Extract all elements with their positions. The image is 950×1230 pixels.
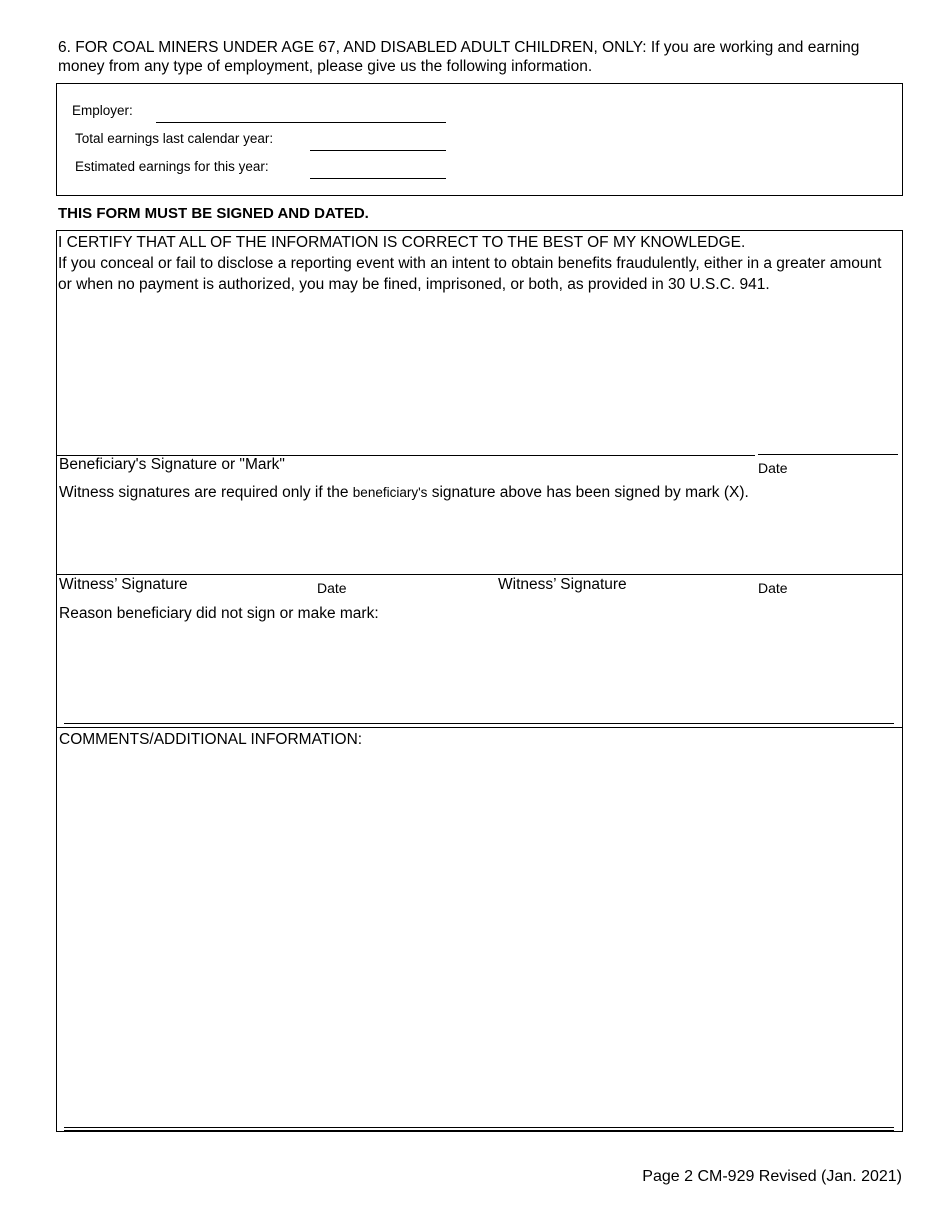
- comments-field[interactable]: [60, 755, 898, 1125]
- section-divider: [57, 727, 902, 728]
- question-6-text: 6. FOR COAL MINERS UNDER AGE 67, AND DISABLED ADULT CHILDREN, ONLY: If you are working and earning money from any type of employment, please give us the following information.: [58, 39, 860, 75]
- witness1-signature-label: Witness’ Signature: [59, 576, 188, 593]
- comments-bottom-line: [64, 1127, 894, 1131]
- witness-note: [59, 484, 899, 502]
- estimated-earnings-field[interactable]: [310, 178, 446, 179]
- certification-text: [58, 232, 888, 295]
- witness2-signature-label: Witness’ Signature: [498, 576, 627, 593]
- witness-note-part1: Witness signatures are required only if the: [59, 484, 349, 501]
- witness1-date-label: Date: [317, 580, 347, 596]
- witness-signature-line[interactable]: [57, 574, 902, 575]
- reason-field-line[interactable]: [64, 723, 894, 724]
- page-footer: Page 2 CM-929 Revised (Jan. 2021): [642, 1168, 902, 1185]
- witness-note-part2: signature above has been signed by mark (X).: [431, 484, 749, 501]
- employer-label: Employer:: [72, 103, 133, 118]
- witness-note-beneficiary: beneficiary's: [352, 485, 428, 500]
- reason-label: Reason beneficiary did not sign or make mark:: [59, 605, 379, 622]
- comments-label: COMMENTS/ADDITIONAL INFORMATION:: [59, 731, 363, 748]
- beneficiary-signature-label: Beneficiary's Signature or "Mark": [59, 456, 285, 473]
- beneficiary-date-line[interactable]: [758, 454, 898, 455]
- total-earnings-field[interactable]: [310, 150, 446, 151]
- total-earnings-label: Total earnings last calendar year:: [75, 131, 274, 146]
- fraud-warning: If you conceal or fail to disclose a reporting event with an intent to obtain benefits fraudulently, either in a greater amount or when no payment is authorized, you may be fined, imprisoned, or both, as provided in 30 U.S.C. 941.: [58, 255, 882, 293]
- witness2-date-label: Date: [758, 580, 788, 596]
- certify-statement: I CERTIFY THAT ALL OF THE INFORMATION IS CORRECT TO THE BEST OF MY KNOWLEDGE.: [58, 234, 746, 251]
- employer-field[interactable]: [156, 122, 446, 123]
- beneficiary-date-label: Date: [758, 460, 788, 476]
- estimated-earnings-label: Estimated earnings for this year:: [75, 159, 269, 174]
- must-sign-heading: THIS FORM MUST BE SIGNED AND DATED.: [58, 205, 369, 222]
